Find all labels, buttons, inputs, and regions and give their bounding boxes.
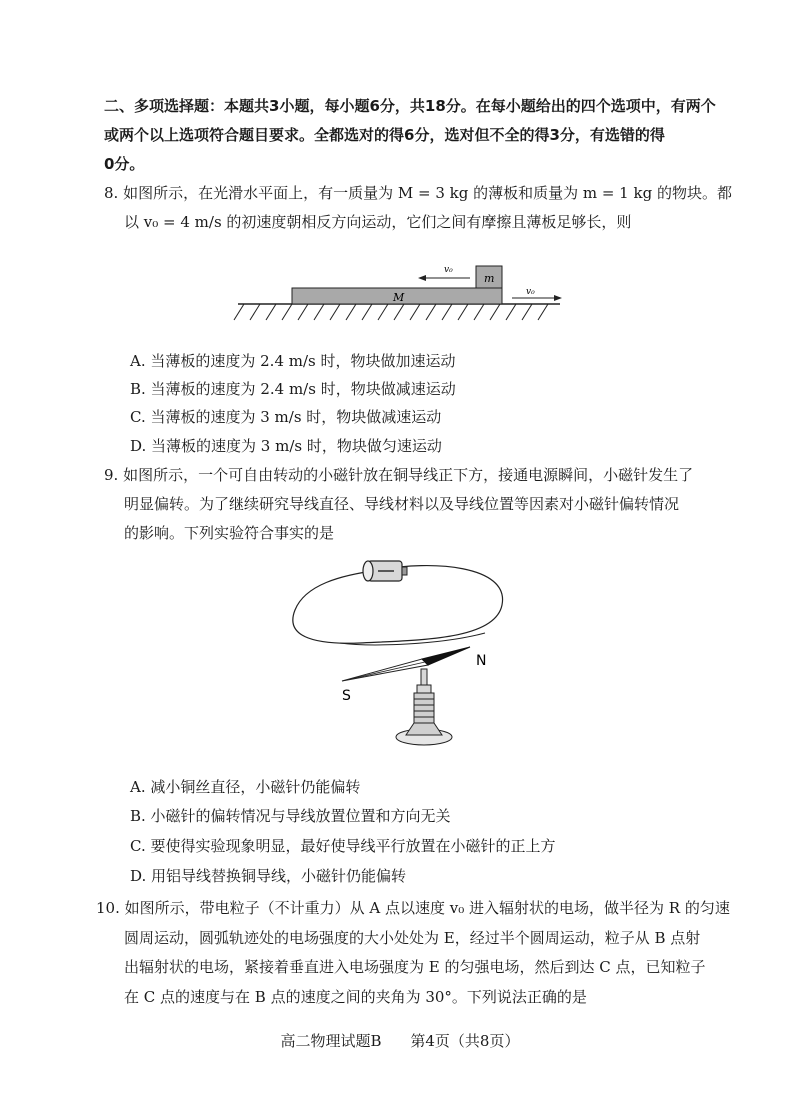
q10-stem-line-1: 10. 如图所示，带电粒子（不计重力）从 A 点以速度 v₀ 进入辐射状的电场，做半径为 R 的匀速 [96,899,730,917]
q10-stem-line-3: 出辐射状的电场，紧接着垂直进入电场强度为 E 的匀强电场，然后到达 C 点，已知粒子 [124,958,706,976]
battery-icon [363,561,407,581]
q9-option-c: C. 要使得实验现象明显，最好使导线平行放置在小磁针的正上方 [130,837,556,855]
q9-figure-wire-compass [280,555,540,755]
compass-needle-north [422,647,470,665]
q9-option-a: A. 减小铜丝直径，小磁针仍能偏转 [130,778,361,796]
q9-stem-line-3: 的影响。下列实验符合事实的是 [124,524,335,542]
q10-stem-line-4: 在 C 点的速度与在 B 点的速度之间的夹角为 30°。下列说法正确的是 [124,988,587,1006]
page-footer [0,1030,800,1051]
board-label: M [393,291,405,304]
south-label: S [342,688,351,704]
q9-option-b: B. 小磁针的偏转情况与导线放置位置和方向无关 [130,807,451,825]
section-header-line-2: 或两个以上选项符合题目要求。全都选对的得6分，选对但不全的得3分，有选错的得 [104,126,665,144]
left-velocity-label: v₀ [444,265,453,275]
q8-option-c: C. 当薄板的速度为 3 m/s 时，物块做减速运动 [130,408,442,426]
q8-option-d: D. 当薄板的速度为 3 m/s 时，物块做匀速运动 [130,437,442,455]
q10-stem-line-2: 圆周运动，圆弧轨迹处的电场强度的大小处处为 E，经过半个圆周运动，粒子从 B 点射 [124,929,701,947]
section-header-line-3: 0分。 [104,155,145,173]
q9-stem-line-2: 明显偏转。为了继续研究导线直径、导线材料以及导线位置等因素对小磁针偏转情况 [124,495,680,513]
compass-stand [396,669,452,745]
ground-hatch [234,304,548,320]
q9-stem-line-1: 9. 如图所示，一个可自由转动的小磁针放在铜导线正下方，接通电源瞬间，小磁针发生了 [104,466,694,484]
q8-option-a: A. 当薄板的速度为 2.4 m/s 时，物块做加速运动 [130,352,456,370]
q9-option-d: D. 用铝导线替换铜导线，小磁针仍能偏转 [130,867,407,885]
q8-figure-board-block [230,258,570,328]
q8-stem-line-1: 8. 如图所示，在光滑水平面上，有一质量为 M = 3 kg 的薄板和质量为 m = 1 kg 的物块。都 [104,184,732,202]
block-label: m [484,272,495,285]
q8-option-b: B. 当薄板的速度为 2.4 m/s 时，物块做减速运动 [130,380,456,398]
footer-page-number: 第4页（共8页） [410,1032,520,1050]
footer-subject: 高二物理试题B [280,1032,382,1050]
q8-stem-line-2: 以 v₀ = 4 m/s 的初速度朝相反方向运动，它们之间有摩擦且薄板足够长，则 [124,213,632,231]
north-label: N [476,653,487,669]
section-header-line-1: 二、多项选择题：本题共3小题，每小题6分，共18分。在每小题给出的四个选项中，有两个 [104,97,716,115]
right-velocity-label: v₀ [526,287,535,297]
